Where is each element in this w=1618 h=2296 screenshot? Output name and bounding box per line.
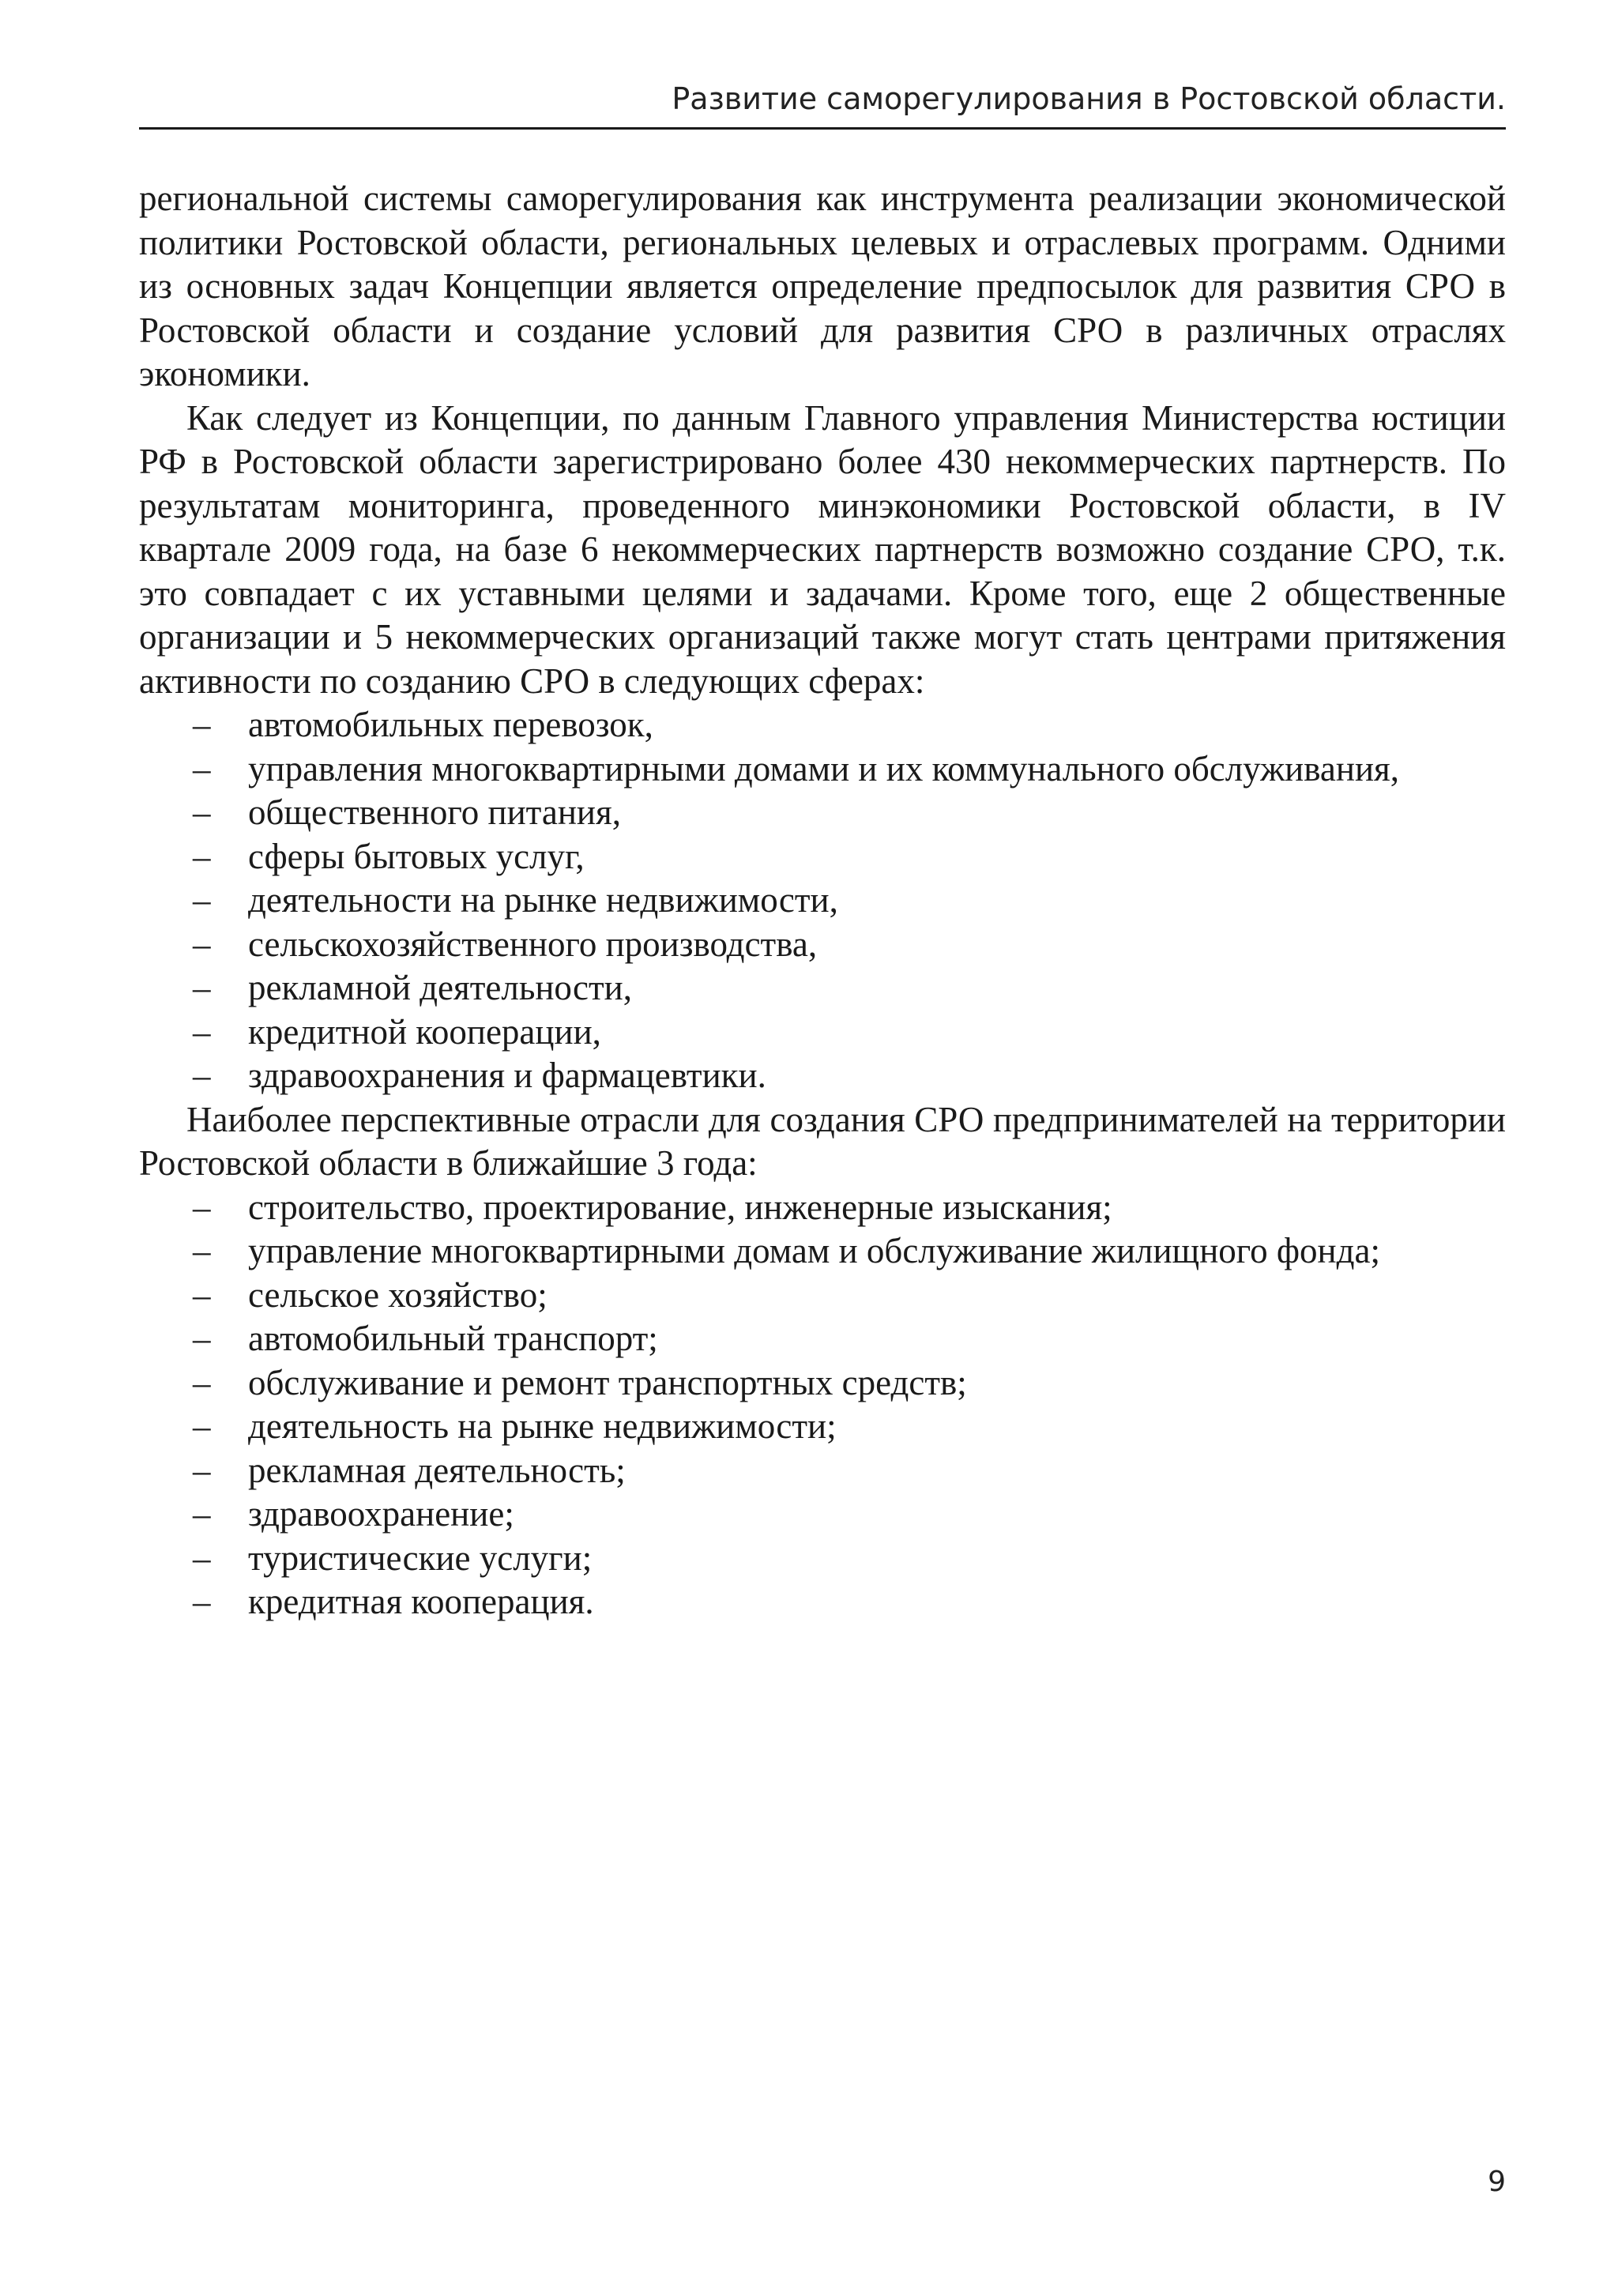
list-item-text: рекламной деятельности, xyxy=(248,968,633,1007)
list-item-text: рекламная деятельность; xyxy=(248,1450,626,1490)
list-dash: – xyxy=(193,1450,211,1490)
list-item xyxy=(139,1361,1506,1406)
list-item-text: здравоохранение; xyxy=(248,1494,514,1534)
list-item xyxy=(139,1317,1506,1361)
list-dash: – xyxy=(193,880,211,920)
list-item xyxy=(139,791,1506,835)
list-dash: – xyxy=(193,1362,211,1402)
running-header-title: Развитие саморегулирования в Ростовской области. xyxy=(672,81,1506,116)
list-item-text: кредитная кооперация. xyxy=(248,1582,594,1621)
body-text xyxy=(139,177,1506,1624)
list-dash: – xyxy=(193,1187,211,1227)
list-dash: – xyxy=(193,748,211,789)
paragraph-continuation: региональной системы саморегулирования как инструмента реализации экономической политики Ростовской области, региональных целевых и отраслевых программ. Одними из основных задач Концепции является определение предпосылок для развития СРО в Ростовской области и создание условий для развития СРО в различных отраслях экономики. xyxy=(139,179,1506,393)
list-item-text: сельское хозяйство; xyxy=(248,1274,547,1315)
list-item xyxy=(139,1580,1506,1624)
list-item xyxy=(139,703,1506,747)
list-item xyxy=(139,1274,1506,1318)
list-item xyxy=(139,966,1506,1011)
list-dash: – xyxy=(193,792,211,832)
list-spheres xyxy=(139,703,1506,1098)
list-item xyxy=(139,1449,1506,1493)
list-item-text: деятельность на рынке недвижимости; xyxy=(248,1406,837,1446)
list-item-text: сферы бытовых услуг, xyxy=(248,836,585,876)
list-industries xyxy=(139,1186,1506,1624)
list-dash: – xyxy=(193,1406,211,1446)
list-item-text: деятельности на рынке недвижимости, xyxy=(248,880,838,920)
list-item-text: сельскохозяйственного производства, xyxy=(248,924,818,964)
list-dash: – xyxy=(193,1011,211,1052)
list-item-text: строительство, проектирование, инженерные изыскания; xyxy=(248,1187,1112,1227)
list-item xyxy=(139,923,1506,967)
list-item-text: здравоохранения и фармацевтики. xyxy=(248,1056,766,1095)
header-rule xyxy=(139,127,1506,130)
list-dash: – xyxy=(193,1319,211,1358)
list-item xyxy=(139,1229,1506,1274)
list-item-text: общественного питания, xyxy=(248,792,621,832)
list-item xyxy=(139,1405,1506,1449)
list-item-text: автомобильных перевозок, xyxy=(248,705,653,744)
list-dash: – xyxy=(193,968,211,1007)
list-item-text: управления многоквартирными домами и их коммунального обслуживания, xyxy=(248,748,1399,789)
list-item xyxy=(139,835,1506,879)
list-item xyxy=(139,1537,1506,1581)
list-dash: – xyxy=(193,1538,211,1578)
paragraph-promising-industries: Наиболее перспективные отрасли для создания СРО предпринимателей на территории Ростовской области в ближайшие 3 года: xyxy=(139,1099,1506,1183)
list-item xyxy=(139,1054,1506,1098)
list-item xyxy=(139,1011,1506,1055)
paragraph-concept-findings: Как следует из Концепции, по данным Главного управления Министерства юстиции РФ в Ростовской области зарегистрировано более 430 некоммерческих партнерств. По результатам мониторинга, проведенного минэкономики Ростовской области, в IV квартале 2009 года, на базе 6 некоммерческих партнерств возможно создание СРО, т.к. это совпадает с их уставными целями и задачами. Кроме того, еще 2 общественные организации и 5 некоммерческих организаций также могут стать центрами притяжения активности по созданию СРО в следующих сферах: xyxy=(139,397,1506,701)
list-item-text: автомобильный транспорт; xyxy=(248,1319,658,1358)
list-dash: – xyxy=(193,1274,211,1315)
list-dash: – xyxy=(193,1494,211,1534)
list-item xyxy=(139,1186,1506,1230)
list-dash: – xyxy=(193,1582,211,1621)
page-number: 9 xyxy=(1488,2166,1506,2198)
list-dash: – xyxy=(193,1231,211,1270)
list-item-text: обслуживание и ремонт транспортных средств; xyxy=(248,1362,967,1402)
list-item xyxy=(139,879,1506,923)
list-dash: – xyxy=(193,836,211,876)
list-dash: – xyxy=(193,705,211,744)
list-dash: – xyxy=(193,924,211,964)
list-item-text: управление многоквартирными домам и обслуживание жилищного фонда; xyxy=(248,1231,1380,1270)
list-item-text: туристические услуги; xyxy=(248,1538,593,1578)
list-item-text: кредитной кооперации, xyxy=(248,1011,601,1052)
list-item xyxy=(139,747,1506,792)
list-item xyxy=(139,1492,1506,1537)
list-dash: – xyxy=(193,1056,211,1095)
